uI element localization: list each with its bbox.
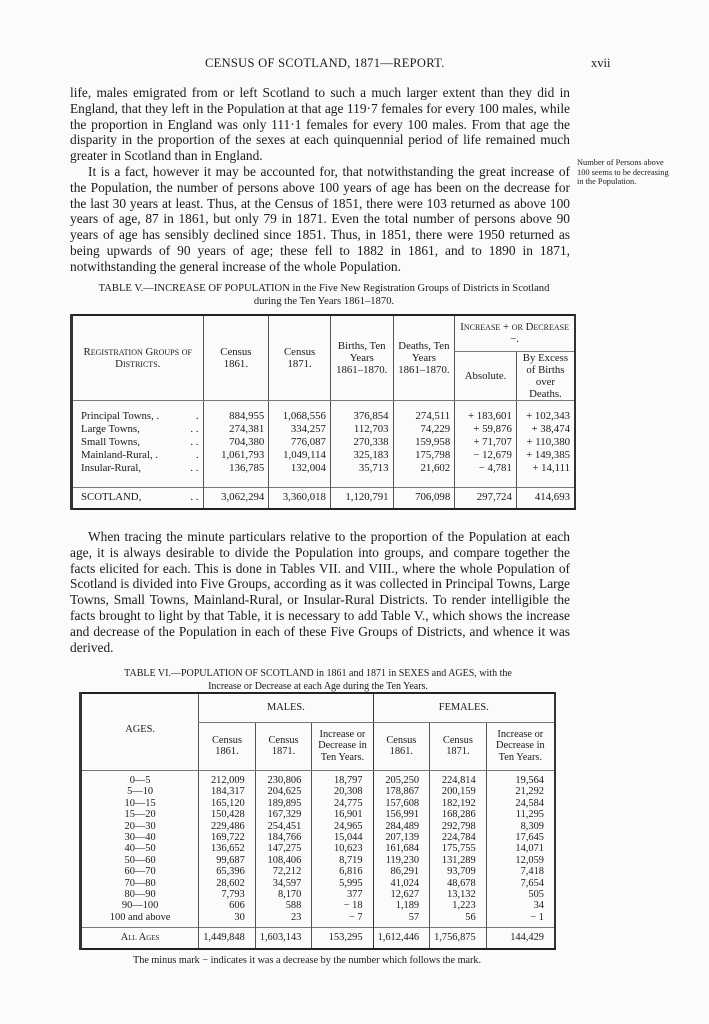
cell-m1861: 99,687	[199, 855, 256, 866]
cell-mchg: 16,901	[312, 809, 373, 820]
table-vi-total-row	[81, 927, 556, 949]
cell-f1861: 207,139	[373, 832, 430, 843]
age-group: 70—80	[124, 877, 156, 889]
table-vi-row	[81, 832, 556, 843]
cell-f1861: 156,991	[373, 809, 430, 820]
cell-fchg: 11,295	[486, 809, 555, 820]
total-f1861: 1,612,446	[373, 927, 430, 949]
cell-f1861: 178,867	[373, 786, 430, 797]
table-vi-row	[81, 866, 556, 877]
table-v-spacer	[72, 475, 576, 487]
cell-m1871: 230,806	[255, 775, 312, 786]
table-vi-row	[81, 809, 556, 820]
col-header-census-1871: Census 1871.	[269, 315, 331, 400]
table-vi-title	[80, 667, 556, 693]
cell-absolute: − 4,781	[455, 462, 517, 475]
cell-mchg: 24,965	[312, 821, 373, 832]
total-f1871: 1,756,875	[430, 927, 487, 949]
cell-m1861: 150,428	[199, 809, 256, 820]
cell-absolute: − 12,679	[455, 449, 517, 462]
col-header-males-census-1871: Census 1871.	[255, 722, 312, 770]
cell-m1861: 65,396	[199, 866, 256, 877]
total-m1861: 1,449,848	[199, 927, 256, 949]
cell-census-1871: 334,257	[269, 423, 331, 436]
table-v-total-row	[72, 487, 576, 509]
age-group: 60—70	[124, 866, 156, 878]
cell-mchg: 18,797	[312, 775, 373, 786]
cell-m1861: 28,602	[199, 878, 256, 889]
cell-mchg: 6,816	[312, 866, 373, 877]
cell-f1871: 93,709	[430, 866, 487, 877]
cell-mchg: 377	[312, 889, 373, 900]
cell-mchg: 10,623	[312, 843, 373, 854]
col-header-males: MALES.	[199, 693, 373, 722]
cell-f1871: 224,784	[430, 832, 487, 843]
cell-mchg: 24,775	[312, 798, 373, 809]
total-fchg: 144,429	[486, 927, 555, 949]
table-vi	[79, 692, 556, 950]
cell-f1861: 205,250	[373, 775, 430, 786]
group-name: Large Towns, . .	[81, 423, 199, 435]
age-group: 40—50	[124, 843, 156, 855]
cell-m1871: 34,597	[255, 878, 312, 889]
running-head	[0, 56, 709, 72]
cell-deaths: 21,602	[393, 462, 455, 475]
cell-m1871: 184,766	[255, 832, 312, 843]
total-births: 1,120,791	[330, 487, 393, 509]
cell-fchg: 8,309	[486, 821, 555, 832]
cell-m1871: 204,625	[255, 786, 312, 797]
age-group: 10—15	[124, 797, 156, 809]
age-group: 0—5	[129, 775, 151, 786]
cell-m1861: 229,486	[199, 821, 256, 832]
cell-f1861: 284,489	[373, 821, 430, 832]
table-vi-row	[81, 855, 556, 866]
cell-m1861: 212,009	[199, 775, 256, 786]
cell-f1871: 48,678	[430, 878, 487, 889]
body-text-middle	[70, 529, 570, 655]
table-vi-row	[81, 912, 556, 923]
total-m1871: 1,603,143	[255, 927, 312, 949]
cell-f1871: 1,223	[430, 900, 487, 911]
cell-fchg: 7,418	[486, 866, 555, 877]
col-header-ages: AGES.	[81, 693, 199, 770]
col-header-births: Births, Ten Years 1861–1870.	[330, 315, 393, 400]
col-header-females-census-1871: Census 1871.	[430, 722, 487, 770]
cell-m1871: 23	[255, 912, 312, 923]
cell-fchg: 17,645	[486, 832, 555, 843]
table-v-row	[72, 436, 576, 449]
total-census-1871: 3,360,018	[269, 487, 331, 509]
age-group: 30—40	[124, 832, 156, 844]
cell-f1871: 200,159	[430, 786, 487, 797]
col-header-females-change: Increase or Decrease in Ten Years.	[486, 722, 555, 770]
cell-by-excess: + 110,380	[516, 436, 575, 449]
cell-absolute: + 59,876	[455, 423, 517, 436]
cell-f1861: 119,230	[373, 855, 430, 866]
total-deaths: 706,098	[393, 487, 455, 509]
cell-f1861: 157,608	[373, 798, 430, 809]
cell-f1861: 12,627	[373, 889, 430, 900]
cell-fchg: 7,654	[486, 878, 555, 889]
cell-f1871: 168,286	[430, 809, 487, 820]
cell-absolute: + 71,707	[455, 436, 517, 449]
cell-mchg: − 7	[312, 912, 373, 923]
cell-f1861: 41,024	[373, 878, 430, 889]
cell-deaths: 175,798	[393, 449, 455, 462]
cell-m1861: 136,652	[199, 843, 256, 854]
page-number: xvii	[591, 56, 611, 70]
cell-mchg: 5,995	[312, 878, 373, 889]
margin-note: Number of Persons above 100 seems to be decreasing in the Population.	[577, 158, 669, 187]
table-vi-row	[81, 889, 556, 900]
body-text-top	[70, 85, 570, 275]
cell-by-excess: + 149,385	[516, 449, 575, 462]
col-header-females-census-1861: Census 1861.	[373, 722, 430, 770]
group-name: Mainland-Rural, . .	[81, 449, 199, 461]
cell-m1871: 167,329	[255, 809, 312, 820]
cell-births: 112,703	[330, 423, 393, 436]
cell-f1871: 13,132	[430, 889, 487, 900]
table-v-title-line-1: TABLE V.—INCREASE OF POPULATION in the Five New Registration Groups of Districts in Scotland	[98, 283, 550, 294]
cell-by-excess: + 38,474	[516, 423, 575, 436]
table-v	[70, 314, 576, 510]
cell-census-1871: 1,068,556	[269, 410, 331, 423]
cell-census-1861: 884,955	[203, 410, 269, 423]
total-absolute: 297,724	[455, 487, 517, 509]
cell-births: 35,713	[330, 462, 393, 475]
cell-by-excess: + 102,343	[516, 410, 575, 423]
cell-mchg: 8,719	[312, 855, 373, 866]
cell-births: 376,854	[330, 410, 393, 423]
col-header-females: FEMALES.	[373, 693, 555, 722]
total-name: SCOTLAND, . .	[72, 487, 204, 509]
total-mchg: 153,295	[312, 927, 373, 949]
col-header-by-excess: By Excess of Births over Deaths.	[516, 351, 575, 400]
col-header-males-change: Increase or Decrease in Ten Years.	[312, 722, 373, 770]
cell-f1861: 57	[373, 912, 430, 923]
cell-m1861: 184,317	[199, 786, 256, 797]
cell-census-1861: 274,381	[203, 423, 269, 436]
cell-fchg: 19,564	[486, 775, 555, 786]
running-head-title: CENSUS OF SCOTLAND, 1871—REPORT.	[205, 56, 445, 70]
table-v-row	[72, 449, 576, 462]
cell-f1871: 224,814	[430, 775, 487, 786]
table-vi-title-line-1: TABLE VI.—POPULATION OF SCOTLAND in 1861 and 1871 in SEXES and AGES, with the	[124, 668, 512, 679]
col-header-absolute: Absolute.	[455, 351, 517, 400]
cell-m1871: 147,275	[255, 843, 312, 854]
cell-f1861: 1,189	[373, 900, 430, 911]
cell-fchg: 14,071	[486, 843, 555, 854]
age-group: 80—90	[124, 889, 156, 901]
cell-deaths: 159,958	[393, 436, 455, 449]
cell-census-1861: 136,785	[203, 462, 269, 475]
cell-fchg: − 1	[486, 912, 555, 923]
paragraph-2: It is a fact, however it may be accounted for, that notwithstanding the great increase of the Population, the number of persons above 100 years of age has been on the decrease for the last 30 years at least. Thus, at the Census of 1851, there were 103 returned as above 100 years of age, 87 in 1861, but only 79 in 1871. Even the total number of persons above 90 years of age has sensibly declined since 1851. Thus, in 1851, there were 1950 returned as being upwards of 90 years of age; these fell to 1882 in 1861, and to 1890 in 1871, notwithstanding the general increase of the whole Population.	[70, 163, 570, 274]
table-vi-row	[81, 786, 556, 797]
cell-m1861: 7,793	[199, 889, 256, 900]
cell-fchg: 12,059	[486, 855, 555, 866]
cell-f1871: 292,798	[430, 821, 487, 832]
cell-census-1871: 1,049,114	[269, 449, 331, 462]
table-v-row	[72, 462, 576, 475]
cell-census-1861: 1,061,793	[203, 449, 269, 462]
cell-census-1871: 776,087	[269, 436, 331, 449]
cell-births: 325,183	[330, 449, 393, 462]
cell-fchg: 505	[486, 889, 555, 900]
table-vi-row	[81, 900, 556, 911]
cell-f1871: 175,755	[430, 843, 487, 854]
age-group: 90—100	[121, 900, 159, 912]
cell-f1871: 131,289	[430, 855, 487, 866]
group-name: Principal Towns, . .	[81, 410, 199, 422]
cell-f1871: 182,192	[430, 798, 487, 809]
cell-census-1871: 132,004	[269, 462, 331, 475]
group-name: Small Towns, . .	[81, 436, 199, 448]
col-header-groups: Registration Groups of Districts.	[72, 315, 204, 400]
col-header-males-census-1861: Census 1861.	[199, 722, 256, 770]
cell-fchg: 34	[486, 900, 555, 911]
cell-deaths: 274,511	[393, 410, 455, 423]
table-v-row	[72, 423, 576, 436]
cell-m1871: 108,406	[255, 855, 312, 866]
age-group: 15—20	[124, 809, 156, 821]
cell-mchg: − 18	[312, 900, 373, 911]
group-name: Insular-Rural, . .	[81, 462, 199, 474]
footnote: The minus mark − indicates it was a decrease by the number which follows the mark.	[133, 955, 482, 966]
cell-fchg: 24,584	[486, 798, 555, 809]
cell-births: 270,338	[330, 436, 393, 449]
paragraph-3: When tracing the minute particulars relative to the proportion of the Population at each age, it is always desirable to divide the Population into groups, and compare together the facts elicited for each. This is done in Tables VII. and VIII., where the whole Population of Scotland is divided into Five Groups, according as it was collected in Principal Towns, Large Towns, Small Towns, Mainland-Rural, or Insular-Rural Districts. To render intelligible the facts brought to light by that Table, it is necessary to add Table V., which shows the increase and decrease of the Population in each of these Five Groups of Districts, and whence it was derived.	[70, 529, 570, 655]
total-age: All Ages	[81, 927, 199, 949]
col-header-census-1861: Census 1861.	[203, 315, 269, 400]
table-vi-row	[81, 775, 556, 786]
table-v-title-line-2: during the Ten Years 1861–1870.	[253, 296, 395, 307]
table-vi-title-line-2: Increase or Decrease at each Age during the Ten Years.	[208, 681, 428, 692]
cell-census-1861: 704,380	[203, 436, 269, 449]
cell-mchg: 20,308	[312, 786, 373, 797]
table-vi-row	[81, 821, 556, 832]
total-census-1861: 3,062,294	[203, 487, 269, 509]
age-group: 100 and above	[109, 911, 171, 923]
cell-m1871: 72,212	[255, 866, 312, 877]
table-vi-row	[81, 878, 556, 889]
cell-fchg: 21,292	[486, 786, 555, 797]
table-vi-row	[81, 798, 556, 809]
table-v-title	[70, 282, 578, 308]
cell-m1871: 254,451	[255, 821, 312, 832]
cell-m1861: 606	[199, 900, 256, 911]
age-group: 5—10	[127, 786, 154, 798]
cell-f1861: 161,684	[373, 843, 430, 854]
cell-m1861: 169,722	[199, 832, 256, 843]
col-header-deaths: Deaths, Ten Years 1861–1870.	[393, 315, 455, 400]
table-vi-row	[81, 843, 556, 854]
cell-m1861: 30	[199, 912, 256, 923]
paragraph-1: life, males emigrated from or left Scotland to such a much larger extent than they did in England, that they left in the Population at that age 119·7 females for every 100 males, while the proportion in England was only 111·1 females for every 100 males. From that age the disparity in the proportion of the sexes at each quinquennial period of life remained much greater in Scotland than in England.	[70, 85, 570, 164]
table-v-row	[72, 410, 576, 423]
age-group: 20—30	[124, 820, 156, 832]
cell-absolute: + 183,601	[455, 410, 517, 423]
total-by-excess: 414,693	[516, 487, 575, 509]
cell-deaths: 74,229	[393, 423, 455, 436]
cell-m1861: 165,120	[199, 798, 256, 809]
cell-mchg: 15,044	[312, 832, 373, 843]
cell-m1871: 588	[255, 900, 312, 911]
col-header-increase-group: Increase + or Decrease −.	[455, 315, 575, 351]
cell-by-excess: + 14,111	[516, 462, 575, 475]
age-group: 50—60	[124, 854, 156, 866]
cell-f1861: 86,291	[373, 866, 430, 877]
cell-m1871: 8,170	[255, 889, 312, 900]
cell-f1871: 56	[430, 912, 487, 923]
table-v-spacer	[72, 400, 576, 410]
cell-m1871: 189,895	[255, 798, 312, 809]
